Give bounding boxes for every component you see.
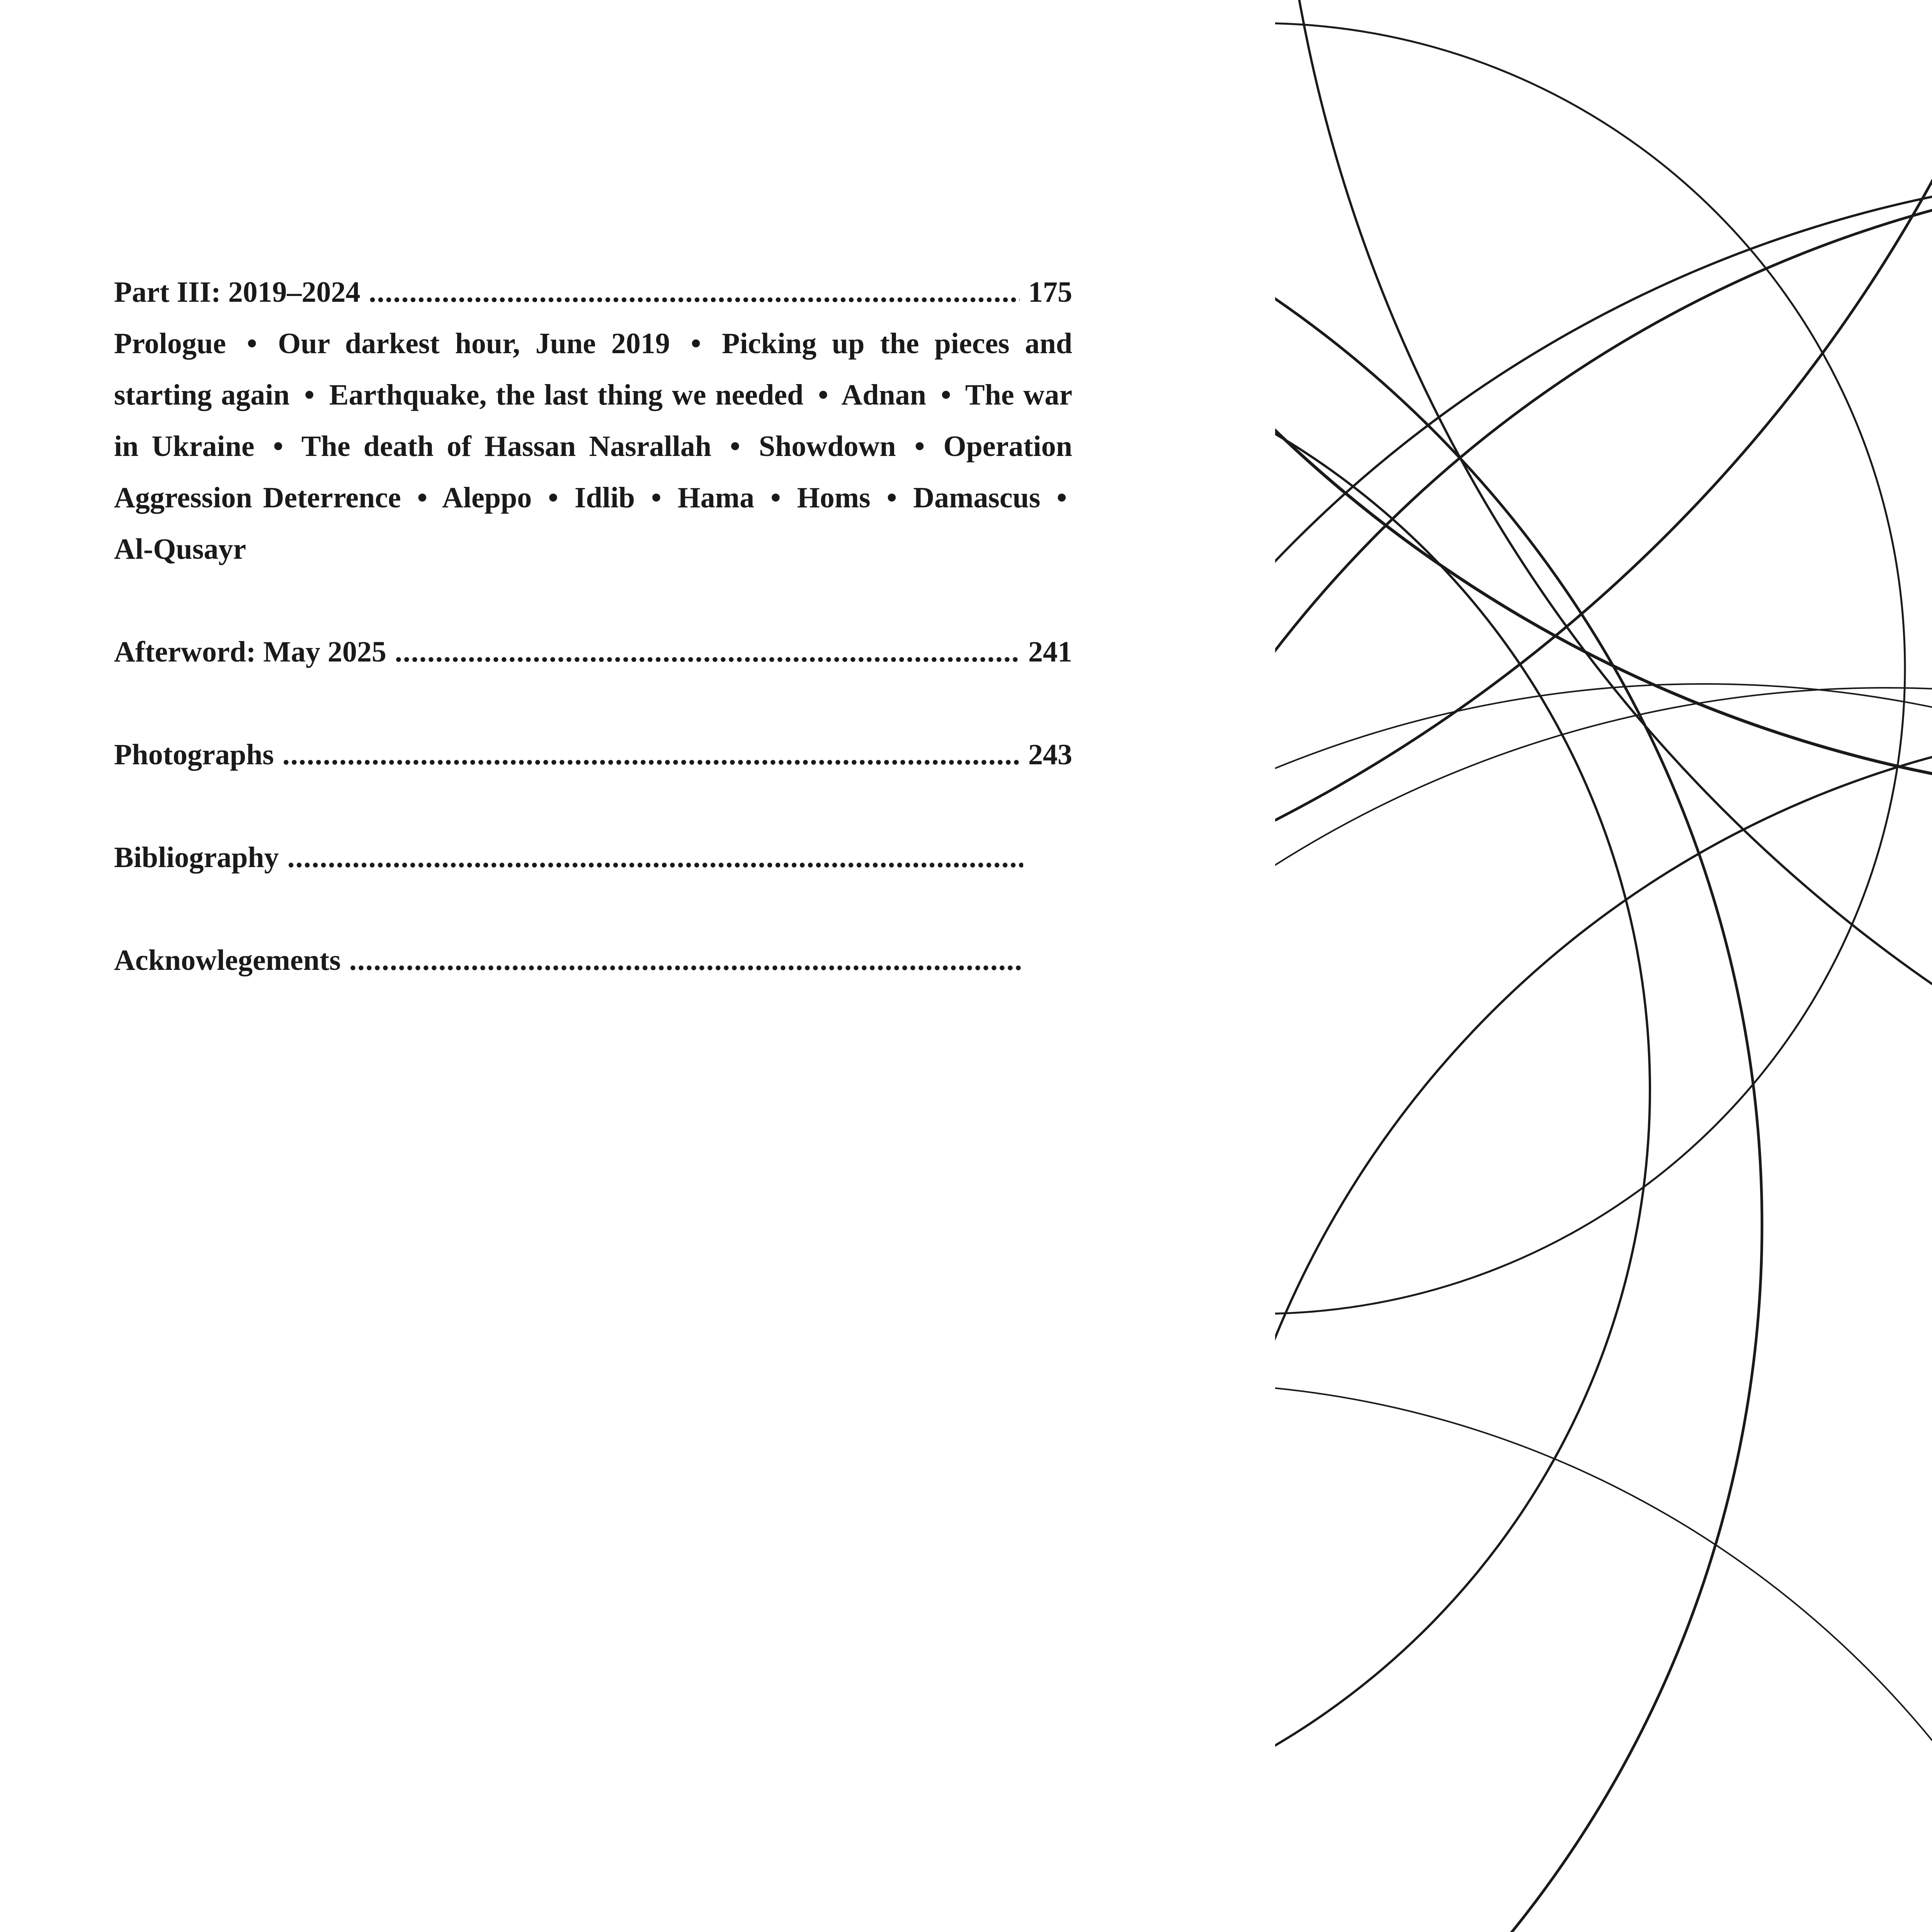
toc-entry-title: Afterword: May 2025 xyxy=(114,636,386,668)
arc-circle xyxy=(1275,328,1650,1851)
table-of-contents xyxy=(114,267,1072,986)
dot-leader xyxy=(349,935,1023,986)
toc-topic: Showdown xyxy=(759,430,896,463)
arc-circle xyxy=(1275,684,1932,1932)
bullet-separator: • xyxy=(273,430,284,463)
bullet-separator: • xyxy=(770,481,781,514)
toc-entry-afterword xyxy=(114,626,1072,678)
bullet-separator: • xyxy=(1056,481,1067,514)
decorative-circle-artwork xyxy=(1275,0,1932,1932)
toc-entry-page: 175 xyxy=(1028,276,1072,308)
arc-circle xyxy=(1275,170,1932,1932)
toc-entry-title: Part III: 2019–2024 xyxy=(114,276,361,308)
spacer xyxy=(114,678,1072,729)
bullet-separator: • xyxy=(417,481,428,514)
dot-leader xyxy=(287,832,1023,883)
arc-circle xyxy=(1275,23,1905,1314)
toc-topic: Operation Aggression Deterrence xyxy=(114,430,1073,514)
arc-circle xyxy=(1275,688,1932,1932)
dot-leader xyxy=(395,626,1020,678)
toc-topic: Earthquake, the last thing we needed xyxy=(329,379,804,411)
toc-topic: Damascus xyxy=(913,481,1041,514)
bullet-separator: • xyxy=(651,481,662,514)
bullet-separator: • xyxy=(886,481,897,514)
spacer xyxy=(114,575,1072,626)
toc-topic: Aleppo xyxy=(442,481,532,514)
toc-entry-page: 241 xyxy=(1028,636,1072,668)
toc-entry-topics xyxy=(114,318,1072,575)
toc-topic: Prologue xyxy=(114,327,226,360)
toc-entry-photographs xyxy=(114,729,1072,781)
toc-entry-part-3 xyxy=(114,267,1072,318)
bullet-separator: • xyxy=(940,379,951,411)
toc-topic: Our darkest hour, June 2019 xyxy=(278,327,670,360)
bullet-separator: • xyxy=(247,327,257,360)
toc-entry-title: Bibliography xyxy=(114,841,279,874)
toc-topic: Al-Qusayr xyxy=(114,533,246,565)
toc-entry-title: Acknowlegements xyxy=(114,944,341,976)
arc-circle xyxy=(1275,100,1762,1932)
toc-topic: Idlib xyxy=(574,481,635,514)
arc-circle xyxy=(1275,0,1932,800)
dot-leader xyxy=(369,267,1020,318)
spacer xyxy=(114,883,1072,935)
toc-topic: Adnan xyxy=(841,379,927,411)
arc-circle xyxy=(1275,0,1932,993)
arc-circle xyxy=(1275,166,1932,1932)
spacer xyxy=(114,781,1072,832)
toc-topic: Picking up the pieces and starting again xyxy=(114,327,1073,411)
toc-entry-bibliography xyxy=(114,832,1032,883)
arc-circle xyxy=(1275,1383,1932,1932)
toc-topic: Homs xyxy=(797,481,871,514)
arc-circle xyxy=(1275,0,1932,1256)
toc-entry-page: 243 xyxy=(1028,738,1072,771)
bullet-separator: • xyxy=(914,430,925,463)
bullet-separator: • xyxy=(548,481,558,514)
toc-topic: Hama xyxy=(677,481,755,514)
toc-topic: The war in Ukraine xyxy=(114,379,1073,463)
bullet-separator: • xyxy=(690,327,701,360)
bullet-separator: • xyxy=(818,379,828,411)
bullet-separator: • xyxy=(730,430,740,463)
toc-topic: The death of Hassan Nasrallah xyxy=(301,430,712,463)
bullet-separator: • xyxy=(304,379,315,411)
toc-entry-title: Photographs xyxy=(114,738,274,771)
toc-entry-acknowledgements xyxy=(114,935,1032,986)
arc-circle xyxy=(1275,723,1932,1932)
circles-illustration xyxy=(1275,0,1932,1932)
dot-leader xyxy=(282,729,1020,781)
